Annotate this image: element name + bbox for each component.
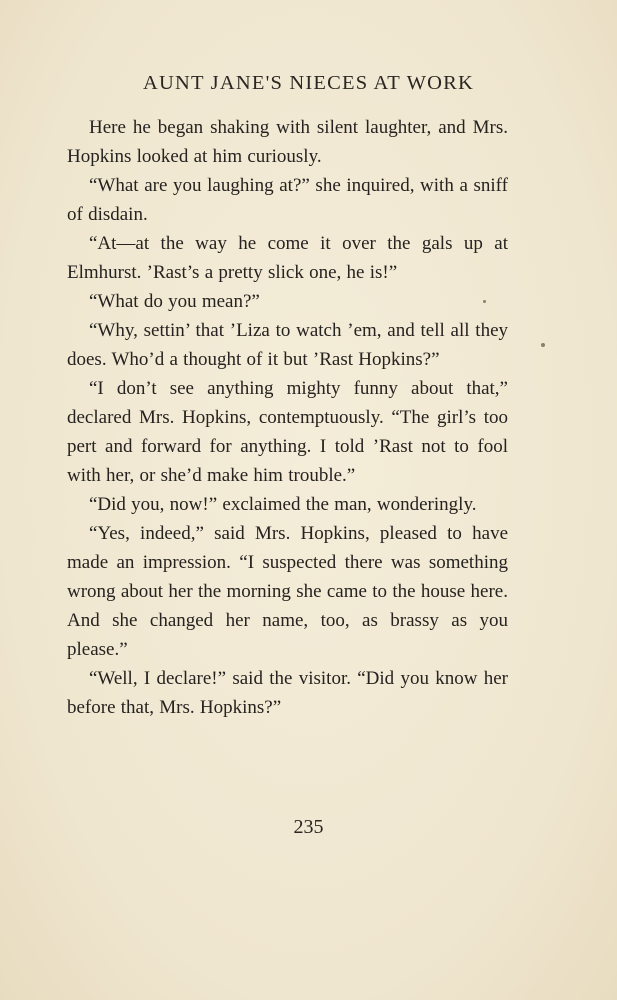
- paragraph: “I don’t see anything mighty funny about that,” declared Mrs. Hopkins, contemptuously. “The girl’s too pert and forward for anything. I told ’Rast not to fool with her, or she’d make him trouble.”: [67, 378, 508, 486]
- paragraph: “What do you mean?”: [89, 291, 260, 312]
- paragraph: “Yes, indeed,” said Mrs. Hopkins, pleased to have made an impression. “I suspected there was something wrong about her the morning she came to the house here. And she changed her name, too, as brassy as you please.”: [67, 523, 508, 660]
- paragraph: “Why, settin’ that ’Liza to watch ’em, and tell all they does. Who’d a thought of it but ’Rast Hopkins?”: [67, 320, 508, 370]
- paragraph: “Did you, now!” exclaimed the man, wonderingly.: [89, 494, 477, 515]
- paragraph: “What are you laughing at?” she inquired, with a sniff of disdain.: [67, 175, 508, 225]
- paragraph: “At—at the way he come it over the gals up at Elmhurst. ’Rast’s a pretty slick one, he is!”: [67, 233, 508, 283]
- paragraph: Here he began shaking with silent laughter, and Mrs. Hopkins looked at him curiously.: [67, 117, 508, 167]
- page-body: [67, 113, 508, 722]
- paragraph: “Well, I declare!” said the visitor. “Did you know her before that, Mrs. Hopkins?”: [67, 668, 508, 718]
- running-header: AUNT JANE'S NIECES AT WORK: [142, 72, 475, 94]
- page-number: 235: [293, 816, 324, 838]
- paper-speck: [483, 300, 486, 303]
- paper-speck: [541, 343, 545, 347]
